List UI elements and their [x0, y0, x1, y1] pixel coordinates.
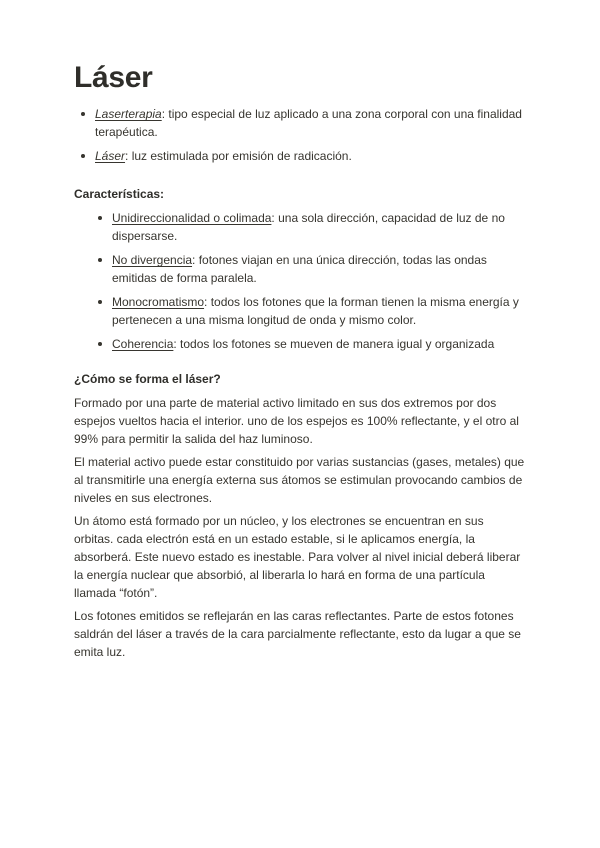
definition-term: Láser: [95, 149, 126, 163]
list-item: [74, 147, 526, 165]
list-item: [74, 293, 526, 329]
bullet-dot-icon: [98, 342, 102, 346]
list-item: [74, 335, 526, 353]
formation-paragraph: Un átomo está formado por un núcleo, y los electrones se encuentran en sus orbitas. cada electrón está en un estado estable, si le aplicamos energía, la absorberá. Este nuevo estado es inestable. Para volver al nivel inicial deberá liberar la energía nuclear que absorbió, al liberarla lo hará en forma de una partícula llamada “fotón”.: [74, 514, 521, 600]
characteristics-heading: Características:: [74, 187, 165, 201]
characteristic-term: Coherencia: [112, 337, 174, 351]
characteristics-list: [74, 209, 526, 353]
list-item: [74, 105, 526, 141]
definitions-list: [74, 105, 526, 165]
characteristic-term: Unidireccionalidad o colimada: [112, 211, 272, 225]
characteristic-term: Monocromatismo: [112, 295, 205, 309]
list-item: [74, 209, 526, 245]
characteristic-text: : todos los fotones se mueven de manera igual y organizada: [173, 337, 495, 351]
bullet-dot-icon: [81, 112, 85, 116]
definition-text: : luz estimulada por emisión de radicación.: [125, 149, 352, 163]
bullet-dot-icon: [98, 300, 102, 304]
definition-text: : tipo especial de luz aplicado a una zona corporal con una finalidad terapéutica.: [95, 107, 522, 139]
definition-term: Laserterapia: [95, 107, 162, 121]
formation-heading: ¿Cómo se forma el láser?: [74, 372, 221, 386]
formation-paragraph: El material activo puede estar constituido por varias sustancias (gases, metales) que al transmitirle una energía externa sus átomos se estimulan provocando cambios de niveles en sus electrones.: [74, 455, 525, 505]
characteristic-term: No divergencia: [112, 253, 193, 267]
formation-paragraph: Los fotones emitidos se reflejarán en las caras reflectantes. Parte de estos fotones saldrán del láser a través de la cara parcialmente reflectante, esto da lugar a que se emita luz.: [74, 609, 521, 659]
page-title: Láser: [74, 61, 153, 94]
characteristic-text: : una sola dirección, capacidad de luz de no dispersarse.: [112, 211, 505, 243]
list-item: [74, 251, 526, 287]
characteristic-text: : todos los fotones que la forman tienen la misma energía y pertenecen a una misma longitud de onda y mismo color.: [112, 295, 519, 327]
bullet-dot-icon: [98, 216, 102, 220]
bullet-dot-icon: [98, 258, 102, 262]
characteristic-text: : fotones viajan en una única dirección, todas las ondas emitidas de forma paralela.: [112, 253, 487, 285]
document-content: [74, 58, 526, 666]
bullet-dot-icon: [81, 154, 85, 158]
formation-paragraph: Formado por una parte de material activo limitado en sus dos extremos por dos espejos vueltos hacia el interior. uno de los espejos es 100% reflectante, y el otro al 99% para permitir la salida del haz luminoso.: [74, 396, 519, 446]
